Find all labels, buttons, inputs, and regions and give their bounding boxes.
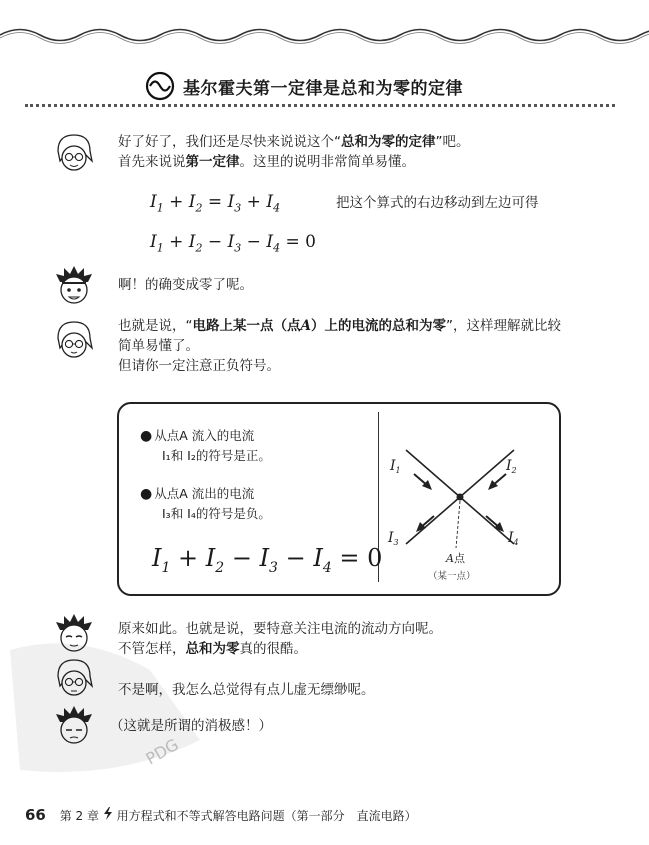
bold-term: 总和为零的定律 xyxy=(341,134,436,150)
bullet-title: 从点A 流出的电流 xyxy=(154,486,255,501)
formula-kcl: $I_1 + I_2 = I_3 + I_4$ xyxy=(150,192,281,215)
arrow-i1-icon xyxy=(414,474,432,490)
top-wave-border xyxy=(0,24,649,46)
watermark-text: PDG xyxy=(142,734,182,769)
glasses-girl-avatar xyxy=(52,131,96,175)
dialogue-1-line-2 xyxy=(118,152,470,172)
dialogue-3-line-3: 但请你一定注意正负符号。 xyxy=(118,358,280,374)
label-i3: $I_3$ xyxy=(388,530,399,547)
bullet-outflow xyxy=(140,485,254,503)
node-diagram xyxy=(384,438,544,588)
bullet-title: 从点A 流入的电流 xyxy=(154,428,255,443)
lightning-icon xyxy=(103,807,113,823)
formula-kcl-zero: $I_1 + I_2 - I_3 - I_4 = 0$ xyxy=(150,232,316,255)
glasses-girl-avatar xyxy=(52,318,96,362)
dialogue-6: （这就是所谓的消极感！） xyxy=(110,718,272,734)
bullet-dot-icon: ● xyxy=(140,428,153,444)
label-i1: $I_1$ xyxy=(390,458,401,475)
dialogue-2: 啊！的确变成零了呢。 xyxy=(118,277,253,293)
chapter-label: 第 2 章 xyxy=(59,809,99,823)
text-run: ”，这样理解就比较 xyxy=(445,318,561,334)
arrow-i3-icon xyxy=(416,516,434,532)
section-title: 基尔霍夫第一定律是总和为零的定律 xyxy=(183,78,463,99)
dialogue-4-line-1: 原来如此。也就是说，要特意关注电流的流动方向呢。 xyxy=(118,621,442,637)
text-run: 首先来说说 xyxy=(118,154,186,170)
label-i4: $I_4$ xyxy=(508,530,519,547)
label-point-caption: （某一点） xyxy=(428,571,476,582)
text-run: 也就是说，“ xyxy=(118,318,193,334)
text-run: 好了好了，我们还是尽快来说说这个“ xyxy=(118,134,341,150)
chapter-title: 用方程式和不等式解答电路问题（第一部分 直流电路） xyxy=(116,809,417,823)
bullet-dot-icon: ● xyxy=(140,486,153,502)
text-run: 不管怎样， xyxy=(118,641,186,657)
dialogue-1-line-1 xyxy=(118,132,470,152)
page-footer xyxy=(25,806,417,824)
dialogue-1 xyxy=(118,132,470,172)
bold-term: 第一定律 xyxy=(185,154,240,170)
bold-term: ）上的电流的总和为零 xyxy=(310,318,446,334)
dialogue-5: 不是啊，我怎么总觉得有点儿虚无缥缈呢。 xyxy=(118,682,375,698)
label-point-a: A点 xyxy=(446,552,465,565)
bullet-outflow-desc: I₃和 I₄的符号是负。 xyxy=(162,506,271,521)
dialogue-3-line-1 xyxy=(118,316,561,336)
pdg-watermark xyxy=(0,630,210,780)
arrow-i2-icon xyxy=(488,474,506,490)
section-header xyxy=(145,70,463,102)
bold-term: 总和为零 xyxy=(185,641,240,657)
bullet-inflow xyxy=(140,427,254,445)
text-run: 。这里的说明非常简单易懂。 xyxy=(239,154,415,170)
point-label: A xyxy=(300,318,311,334)
dotted-divider xyxy=(25,104,615,107)
leader-line xyxy=(456,501,460,548)
dialogue-3 xyxy=(118,316,561,376)
text-run: 真的很酷。 xyxy=(239,641,307,657)
dialogue-3-line-2: 简单易懂了。 xyxy=(118,338,199,354)
node-point-a xyxy=(457,494,464,501)
wave-icon xyxy=(145,71,175,101)
arrow-i4-icon xyxy=(486,516,504,532)
formula-note: 把这个算式的右边移动到左边可得 xyxy=(336,195,539,211)
text-run: ”吧。 xyxy=(435,134,470,150)
label-i2: $I_2$ xyxy=(506,458,517,475)
bullet-inflow-desc: I₁和 I₂的符号是正。 xyxy=(162,448,271,463)
formula-boxed: $I_1 + I_2 - I_3 - I_4 = 0$ xyxy=(152,544,383,576)
bold-term: 电路上某一点（点 xyxy=(192,318,301,334)
page-number: 66 xyxy=(25,806,46,824)
boy-avatar xyxy=(52,264,96,308)
